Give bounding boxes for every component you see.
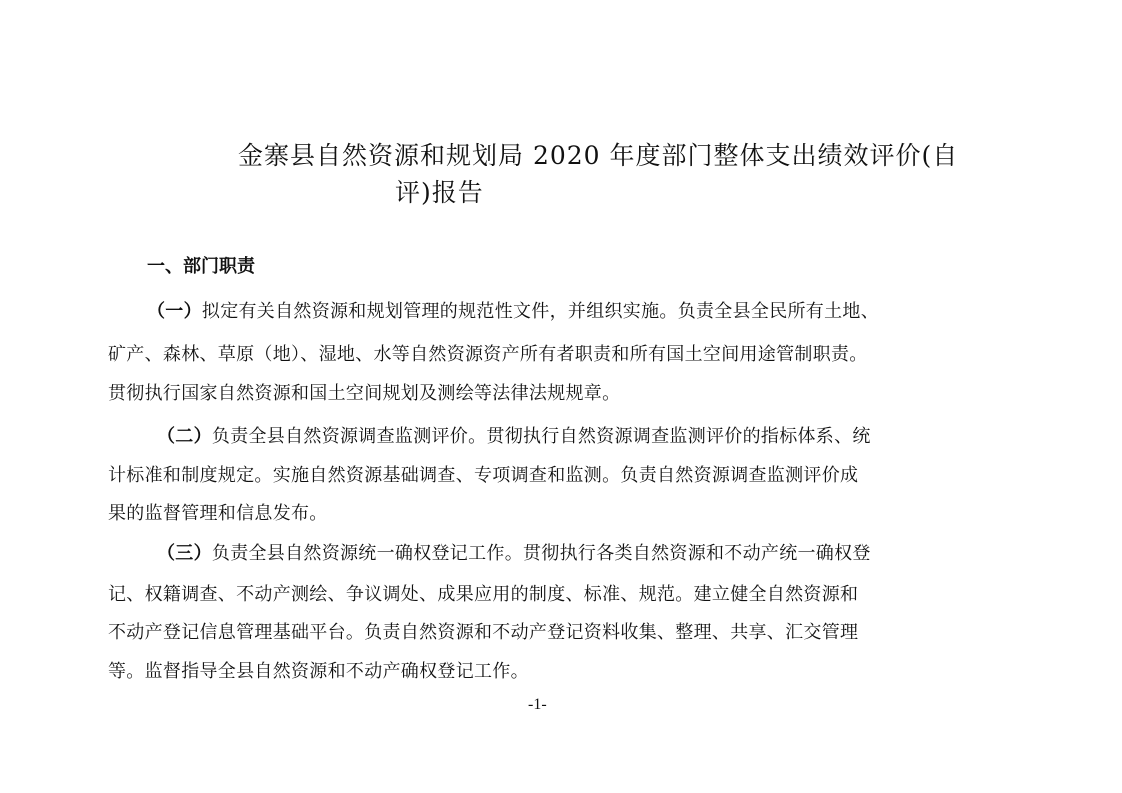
paragraph-2-line-1 <box>157 428 871 446</box>
section-heading: 一、部门职责 <box>147 256 255 277</box>
paragraph-2-line-3: 果的监督管理和信息发布。 <box>108 503 328 524</box>
paragraph-3-line-2: 记、权籍调查、不动产测绘、争议调处、成果应用的制度、标准、规范。建立健全自然资源和 <box>108 584 859 605</box>
paragraph-3-line-1 <box>157 545 871 563</box>
paragraph-2-text-line-1: 负责全县自然资源调查监测评价。贯彻执行自然资源调查监测评价的指标体系、统 <box>211 426 871 447</box>
paragraph-1-number: （一） <box>147 301 202 322</box>
paragraph-3-text-line-1: 负责全县自然资源统一确权登记工作。贯彻执行各类自然资源和不动产统一确权登 <box>211 543 871 564</box>
page-number: -1- <box>528 696 547 713</box>
paragraph-3-number: （三） <box>157 543 212 564</box>
paragraph-1-text-line-1: 拟定有关自然资源和规划管理的规范性文件，并组织实施。负责全县全民所有土地、 <box>201 301 880 322</box>
paragraph-3-line-3: 不动产登记信息管理基础平台。负责自然资源和不动产登记资料收集、整理、共享、汇交管理 <box>108 622 859 643</box>
paragraph-1-line-3: 贯彻执行国家自然资源和国土空间规划及测绘等法律法规规章。 <box>108 383 621 404</box>
paragraph-1-line-2: 矿产、森林、草原（地）、湿地、水等自然资源资产所有者职责和所有国土空间用途管制职责。 <box>108 344 868 365</box>
paragraph-3-line-4: 等。监督指导全县自然资源和不动产确权登记工作。 <box>108 661 529 682</box>
document-title-line-1: 金寨县自然资源和规划局 2020 年度部门整体支出绩效评价(自 <box>238 141 959 170</box>
paragraph-2-line-2: 计标准和制度规定。实施自然资源基础调查、专项调查和监测。负责自然资源调查监测评价成 <box>108 465 859 486</box>
document-title-line-2: 评)报告 <box>395 178 484 207</box>
paragraph-2-number: （二） <box>157 426 212 447</box>
paragraph-1-line-1 <box>147 303 879 321</box>
